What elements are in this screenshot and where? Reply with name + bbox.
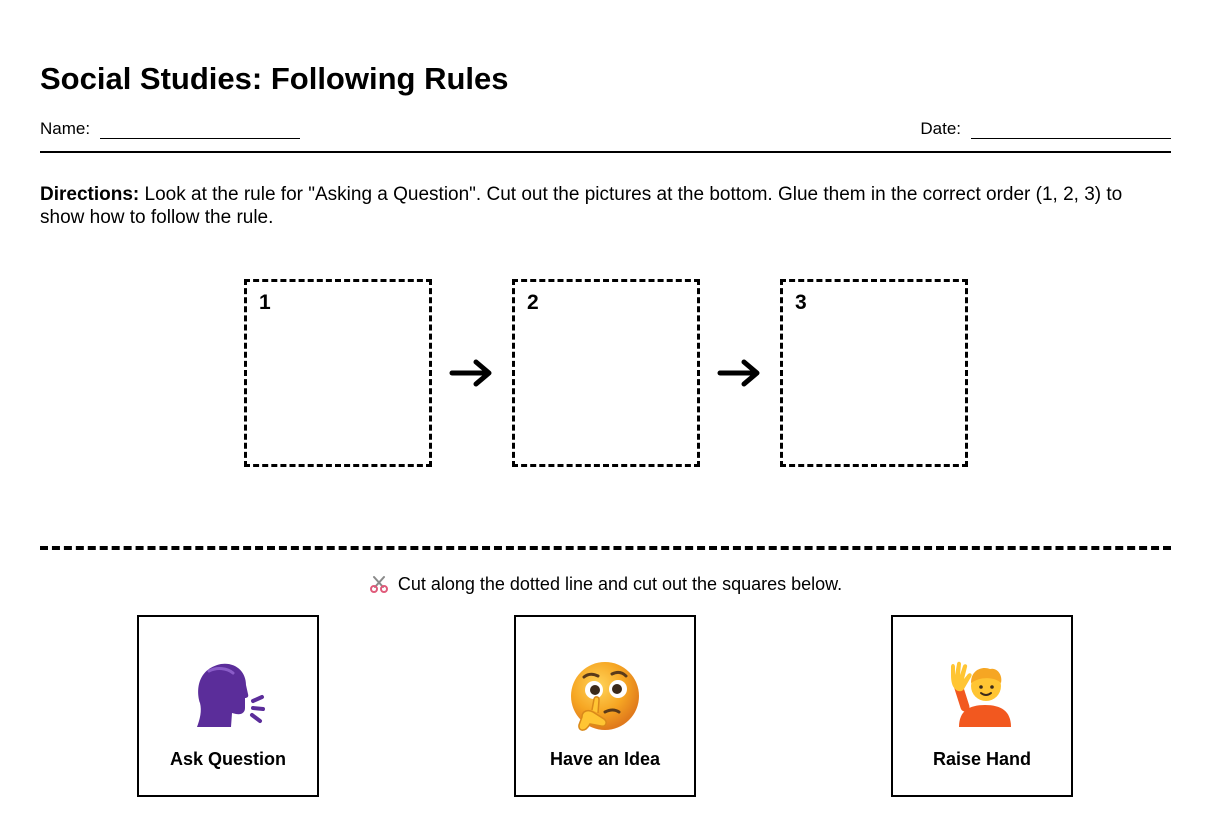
slot-number: 2	[527, 291, 539, 314]
directions	[40, 183, 1171, 229]
glue-slot-1	[244, 279, 432, 467]
right-arrow-icon	[432, 353, 512, 393]
cut-instruction-text: Cut along the dotted line and cut out the squares below.	[397, 574, 843, 594]
cutout-card-raise-hand	[891, 615, 1073, 797]
sequence-row	[244, 279, 968, 467]
glue-slot-3	[780, 279, 968, 467]
right-arrow-icon	[700, 353, 780, 393]
cutout-card-have-an-idea	[514, 615, 696, 797]
cut-line	[40, 546, 1171, 550]
directions-text: Look at the rule for "Asking a Question". Cut out the pictures at the bottom. Glue them in the correct order (1, 2, 3) to show how to follow the rule.	[40, 184, 1123, 228]
directions-label: Directions:	[40, 184, 140, 205]
cut-instruction	[0, 573, 1211, 595]
header-divider	[40, 151, 1171, 153]
card-label: Raise Hand	[932, 749, 1032, 769]
name-field	[40, 119, 300, 139]
slot-number: 1	[259, 291, 271, 314]
date-field	[920, 119, 1171, 139]
card-label: Have an Idea	[549, 749, 661, 769]
date-blank-line	[971, 123, 1171, 139]
date-label: Date:	[920, 119, 961, 138]
page-title: Social Studies: Following Rules	[40, 61, 509, 96]
slot-number: 3	[795, 291, 807, 314]
scissors-icon	[369, 575, 389, 593]
thinking-face-icon	[568, 661, 642, 735]
name-blank-line	[100, 123, 300, 139]
speaking-head-icon	[191, 661, 265, 735]
person-raising-hand-icon	[945, 661, 1019, 735]
card-label: Ask Question	[169, 749, 287, 769]
cutout-card-ask-question	[137, 615, 319, 797]
glue-slot-2	[512, 279, 700, 467]
name-label: Name:	[40, 119, 91, 138]
